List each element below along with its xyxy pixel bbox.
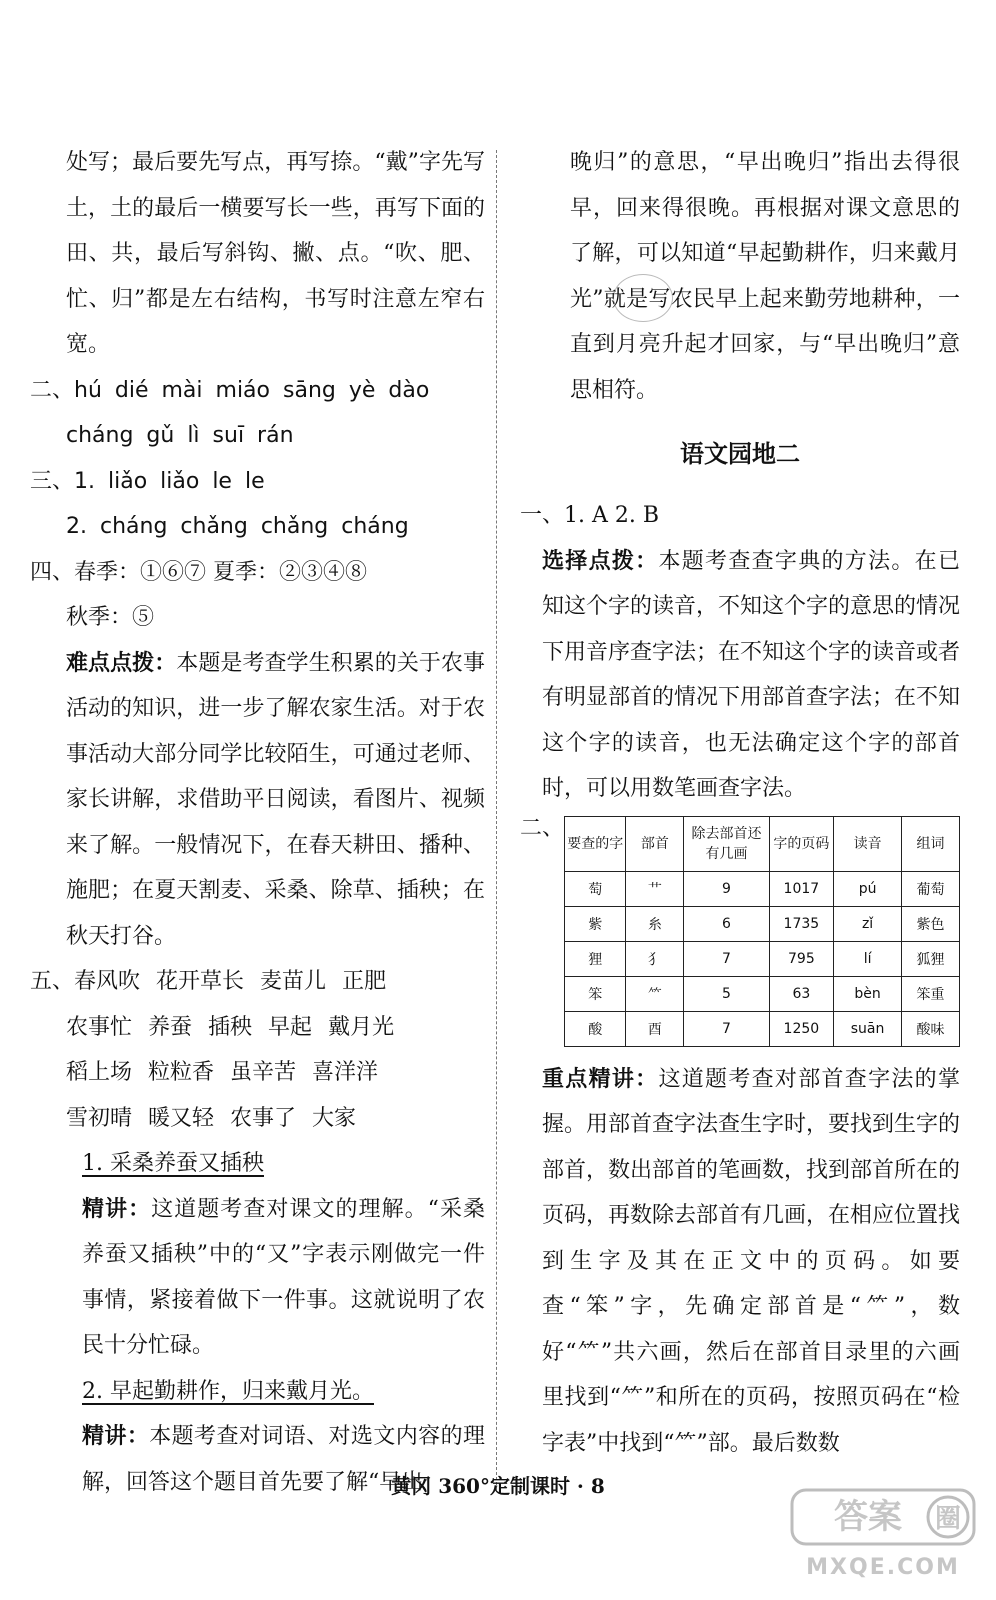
table-cell: 1017	[769, 871, 834, 906]
q5-label: 五、	[30, 969, 75, 994]
table-cell: 葡萄	[901, 871, 959, 906]
table-cell: 7	[684, 1011, 769, 1046]
svg-text:答案: 答案	[834, 1497, 902, 1537]
table-cell: 紫	[565, 906, 626, 941]
table-cell: 笨	[565, 976, 626, 1011]
table-cell: pú	[834, 871, 902, 906]
q2-pinyin-1: hú dié mài miáo sāng yè dào	[74, 377, 430, 403]
table-cell: 酉	[626, 1011, 684, 1046]
table-cell: 萄	[565, 871, 626, 906]
q5-word: 喜洋洋	[312, 1060, 379, 1085]
q5-word: 早起	[268, 1014, 313, 1040]
table-row	[565, 871, 960, 906]
q2-line1	[30, 368, 485, 414]
r-q1-label: 一、	[520, 503, 565, 528]
left-continuation-paragraph: 处写；最后要先写点，再写捺。“戴”字先写土，土的最后一横要写长一些，再写下面的田、共，最后写斜钩、撇、点。“吹、肥、忙、归”都是左右结构，书写时注意左窄右宽。	[66, 150, 485, 357]
left-column	[30, 140, 485, 1505]
table-cell: 笨重	[901, 976, 959, 1011]
q5-word: 养蚕	[148, 1014, 193, 1040]
table-cell: 63	[769, 976, 834, 1011]
table-header: 组词	[901, 816, 959, 871]
q5-word: 插秧	[208, 1014, 253, 1040]
table-cell: 酸味	[901, 1011, 959, 1046]
table-cell: 9	[684, 871, 769, 906]
q5-sub1-tip-label: 精讲：	[82, 1195, 152, 1222]
r-q1-answer-text: 1. A 2. B	[564, 503, 660, 528]
r-q2-label: 二、	[520, 815, 565, 841]
q5-word: 粒粒香	[148, 1060, 215, 1085]
column-divider	[496, 150, 497, 1490]
q5-row4	[30, 1096, 485, 1142]
q5-row3	[30, 1050, 485, 1096]
q4-line1	[30, 550, 485, 596]
table-row	[565, 941, 960, 976]
q3-line1	[30, 459, 485, 505]
q5-word: 暖又轻	[148, 1105, 215, 1131]
r-q1-tip-label: 选择点拨：	[542, 547, 659, 574]
q5-sub1	[30, 1141, 485, 1187]
table-header: 部首	[626, 816, 684, 871]
r-q1-answer	[520, 493, 960, 539]
q4-answer-1: 春季：①⑥⑦ 夏季：②③④⑧	[74, 559, 368, 585]
table-cell: 狸	[565, 941, 626, 976]
table-header: 要查的字	[565, 816, 626, 871]
q3-answer-1: 1. liǎo liǎo le le	[74, 468, 265, 494]
table-cell: 6	[684, 906, 769, 941]
table-header: 字的页码	[769, 816, 834, 871]
table-row	[565, 1011, 960, 1046]
table-cell: ⺮	[626, 976, 684, 1011]
table-header-row	[565, 816, 960, 871]
q5-word: 麦苗儿	[260, 969, 327, 994]
right-column	[520, 140, 960, 1466]
q5-sub2	[30, 1369, 485, 1415]
table-cell: 1250	[769, 1011, 834, 1046]
table-cell: zǐ	[834, 906, 902, 941]
q5-word: 稻上场	[66, 1060, 133, 1085]
svg-text:圈: 圈	[934, 1504, 962, 1534]
table-cell: 5	[684, 976, 769, 1011]
table-row	[565, 976, 960, 1011]
q4-line2: 秋季：⑤	[66, 605, 155, 630]
q4-tip-label: 难点点拨：	[66, 649, 177, 676]
section-title: 语文园地二	[680, 439, 800, 468]
q5-sub2-tip-text: 本题考查对词语、对选文内容的理解，回答这个题目首先要了解“早出	[82, 1424, 485, 1495]
dictionary-table	[564, 816, 960, 1047]
r-q2-block	[520, 812, 960, 1057]
q5-word: 农事忙	[66, 1014, 133, 1040]
q5-sub2-tip-label: 精讲：	[82, 1423, 150, 1449]
r-q1-tip-text: 本题考查查字典的方法。在已知这个字的读音，不知这个字的意思的情况下用音序查字法；在不知这个字的读音或者有明显部首的情况下用部首查字法；在不知这个字的读音，也无法确定这个字的部首时，可以用数笔画查字法。	[542, 548, 961, 801]
page-footer: 黄冈 360°定制课时 · 8	[391, 1474, 605, 1498]
q5-word: 春风吹	[74, 969, 141, 994]
table-cell: 紫色	[901, 906, 959, 941]
q5-word: 农事了	[230, 1105, 297, 1131]
svg-text:MXQE.COM: MXQE.COM	[806, 1555, 960, 1580]
q5-sub2-answer: 2. 早起勤耕作，归来戴月光。	[82, 1378, 374, 1404]
q4-label: 四、	[30, 559, 75, 585]
q5-word: 戴月光	[328, 1014, 395, 1040]
stamp-mark	[613, 274, 673, 322]
table-cell: 糸	[626, 906, 684, 941]
q2-line2: cháng gǔ lì suī rán	[66, 423, 294, 448]
table-cell: suān	[834, 1011, 902, 1046]
q5-sub1-answer: 1. 采桑养蚕又插秧	[82, 1151, 264, 1176]
q5-word: 虽辛苦	[230, 1060, 297, 1085]
q5-word: 雪初晴	[66, 1105, 133, 1131]
r-q1-tip	[520, 539, 960, 812]
r-q2-tip-text: 这道题考查对部首查字法的掌握。用部首查字法查生字时，要找到生字的部首，数出部首的笔画数，找到部首所在的页码，再数除去部首有几画，在相应位置找到生字及其在正文中的页码。如要查“笨”字，先确定部首是“⺮”，数好“⺮”共六画，然后在部首目录里的六画里找到“⺮”和所在的页码，按照页码在“检字表”中找到“⺮”部。最后数数	[542, 1066, 961, 1456]
q4-tip-text: 本题是考查学生积累的关于农事活动的知识，进一步了解农家生活。对于农事活动大部分同学比较陌生，可通过老师、家长讲解，求借助平日阅读，看图片、视频来了解。一般情况下，在春天耕田、播种、施肥；在夏天割麦、采桑、除草、插秧；在秋天打谷。	[66, 650, 485, 949]
table-header: 读音	[834, 816, 902, 871]
r-q2-tip	[520, 1057, 960, 1467]
table-header: 除去部首还有几画	[684, 816, 769, 871]
q5-sub1-tip	[30, 1187, 485, 1369]
q5-word: 花开草长	[156, 969, 245, 994]
q3-label: 三、	[30, 468, 75, 494]
table-cell: bèn	[834, 976, 902, 1011]
q5-row2	[30, 1005, 485, 1051]
q5-word: 正肥	[342, 969, 387, 994]
right-continuation-paragraph: 晚归”的意思，“早出晚归”指出去得很早，回来得很晚。再根据对课文意思的了解，可以知道“早起勤耕作，归来戴月光”就是写农民早上起来勤劳地耕种，一直到月亮升起才回家，与“早出晚归”意思相符。	[570, 150, 960, 403]
q2-label: 二、	[30, 377, 75, 403]
table-cell: 7	[684, 941, 769, 976]
table-cell: 1735	[769, 906, 834, 941]
table-cell: 795	[769, 941, 834, 976]
r-q2-tip-label: 重点精讲：	[542, 1065, 659, 1092]
q5-row1	[30, 959, 485, 1005]
table-cell: 犭	[626, 941, 684, 976]
table-cell: 狐狸	[901, 941, 959, 976]
table-cell: 酸	[565, 1011, 626, 1046]
table-cell: 艹	[626, 871, 684, 906]
watermark-logo-icon	[788, 1486, 978, 1582]
table-row	[565, 906, 960, 941]
q4-tip	[30, 641, 485, 960]
q3-line2: 2. cháng chǎng chǎng cháng	[66, 514, 409, 539]
table-cell: lí	[834, 941, 902, 976]
q5-sub1-tip-text: 这道题考查对课文的理解。“采桑养蚕又插秧”中的“又”字表示刚做完一件事情，紧接着做下一件事。这就说明了农民十分忙碌。	[82, 1196, 485, 1358]
q5-word: 大家	[312, 1105, 357, 1131]
